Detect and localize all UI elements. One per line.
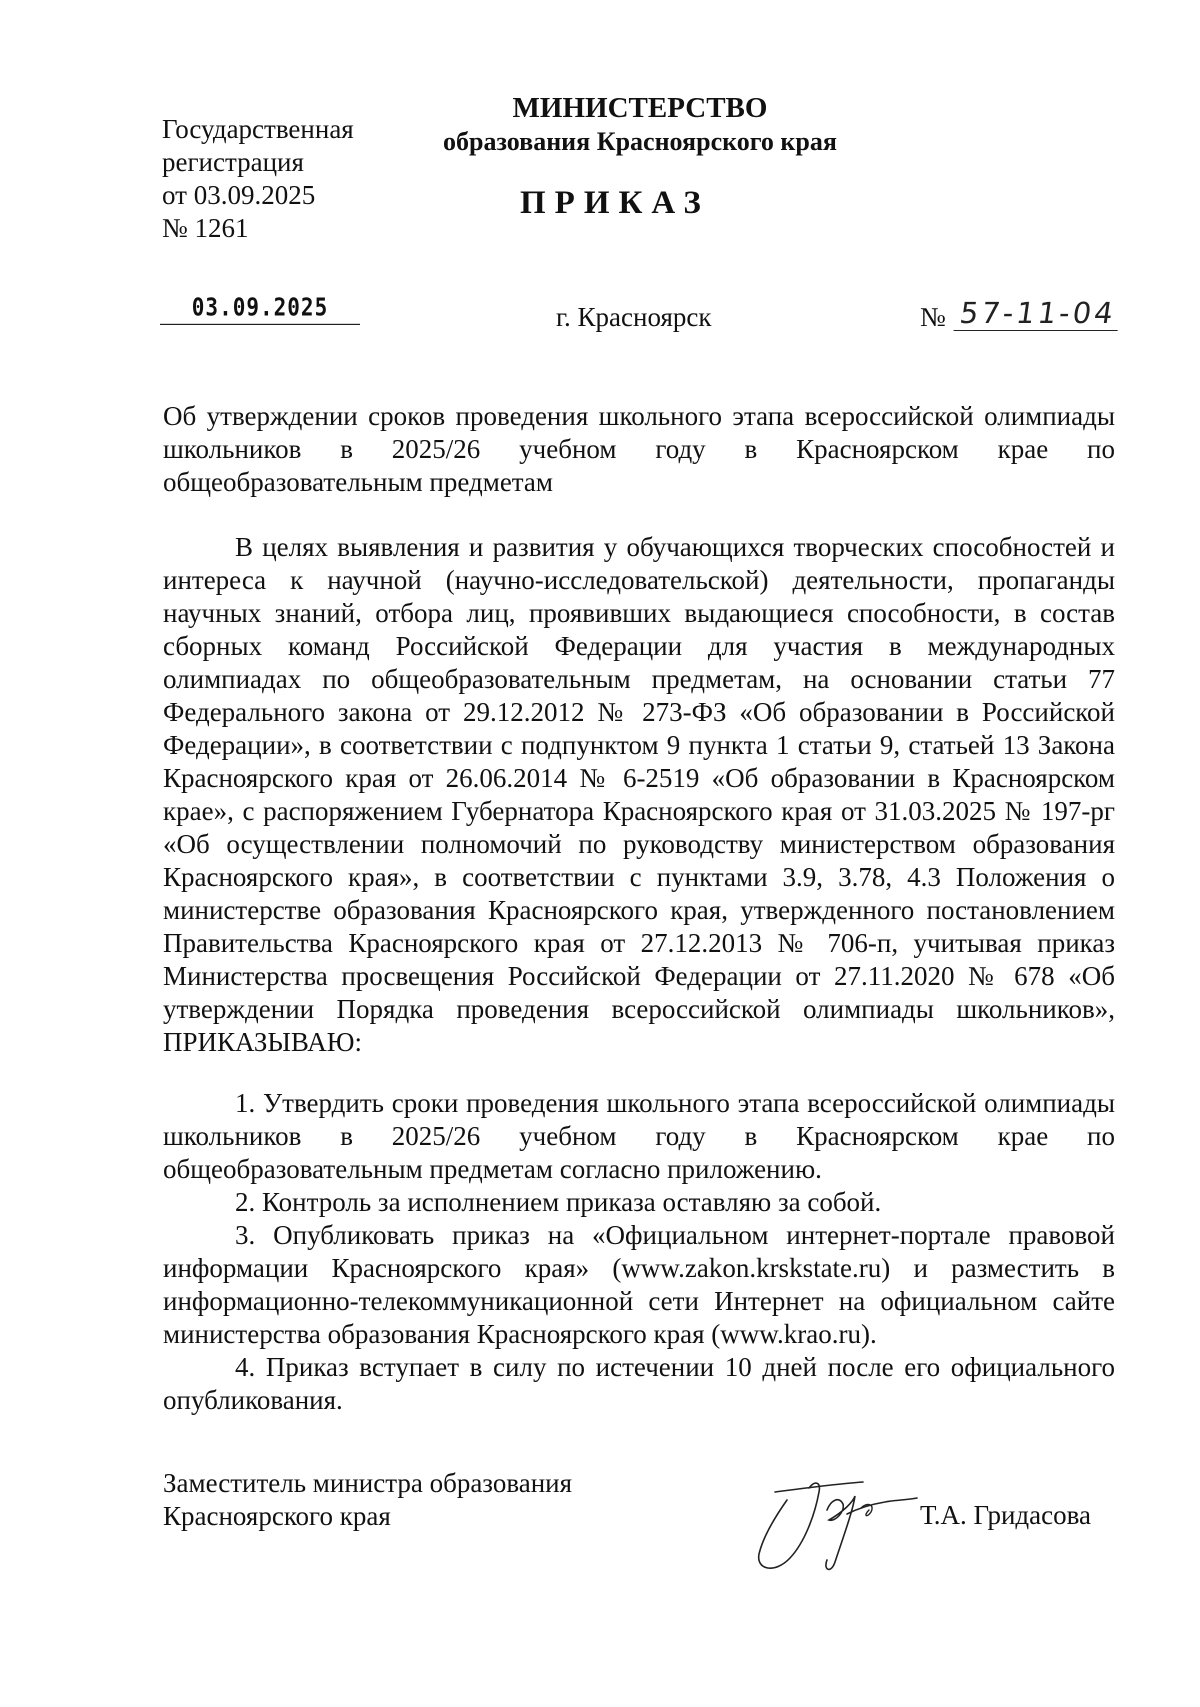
registration-number: № 1261 [162, 213, 249, 243]
registration-line-1: Государственная [162, 114, 354, 144]
preamble-paragraph: В целях выявления и развития у обучающихся творческих способностей и интереса к научной (научно-исследовательской) деятельности, пропаганды научных знаний, отбора лиц, проявивших выдающиеся способности, в состав сборных команд Российской Федерации для участия в международных олимпиадах по общеобразовательным предметам, на основании статьи 77 Федерального закона от 29.12.2012 № 273-ФЗ «Об образовании в Российской Федерации», в соответствии с подпунктом 9 пункта 1 статьи 9, статьей 13 Закона Красноярского края от 26.06.2014 № 6-2519 «Об образовании в Красноярском крае», с распоряжением Губернатора Красноярского края от 31.03.2025 № 197-рг «Об осуществлении полномочий по руководству министерством образования Красноярского края», в соответствии с пунктами 3.9, 3.78, 4.3 Положения о министерстве образования Красноярского края, утвержденного постановлением Правительства Красноярского края от 27.12.2013 № 706-п, учитывая приказ Министерства просвещения Российской Федерации от 27.11.2020 № 678 «Об утверждении Порядка проведения всероссийской олимпиады школьников», ПРИКАЗЫВАЮ: [163, 532, 1115, 1057]
ministry-subtitle: образования Красноярского края [443, 127, 837, 156]
order-item-3: 3. Опубликовать приказ на «Официальном интернет-портале правовой информации Красноярского края» (www.zakon.krskstate.ru) и разместить в информационно-телекоммуникационной сети Интернет на официальном сайте министерства образования Красноярского края (www.krao.ru). [163, 1220, 1115, 1349]
order-item-1: 1. Утвердить сроки проведения школьного этапа всероссийской олимпиады школьников в 2025/26 учебном году в Красноярском крае по общеобразовательным предметам согласно приложению. [163, 1088, 1115, 1184]
handwritten-signature [735, 1462, 925, 1582]
registration-line-2: регистрация [162, 147, 304, 177]
registration-date: от 03.09.2025 [162, 180, 316, 210]
city-label: г. Красноярск [556, 302, 712, 332]
ministry-title: МИНИСТЕРСТВО [512, 92, 768, 124]
signatory-position-line-1: Заместитель министра образования [163, 1468, 573, 1498]
order-preamble [163, 531, 1115, 1059]
order-number-handwritten: 57-11-04 [954, 296, 1123, 331]
document-type: ПРИКАЗ [520, 185, 710, 221]
registration-stamp [162, 113, 354, 245]
order-date-stamp: 03.09.2025 [160, 293, 360, 325]
signatory-position [163, 1467, 572, 1533]
order-item-4: 4. Приказ вступает в силу по истечении 10 дней после его официального опубликования. [163, 1352, 1115, 1415]
order-subject: Об утверждении сроков проведения школьного этапа всероссийской олимпиады школьников в 2025/26 учебном году в Красноярском крае по общеобразовательным предметам [163, 401, 1115, 497]
order-item-2: 2. Контроль за исполнением приказа оставляю за собой. [235, 1187, 882, 1217]
order-items-list [163, 1087, 1115, 1417]
signatory-name: Т.А. Гридасова [920, 1500, 1091, 1530]
signatory-position-line-2: Красноярского края [163, 1501, 391, 1531]
order-number-label: № [920, 302, 946, 332]
